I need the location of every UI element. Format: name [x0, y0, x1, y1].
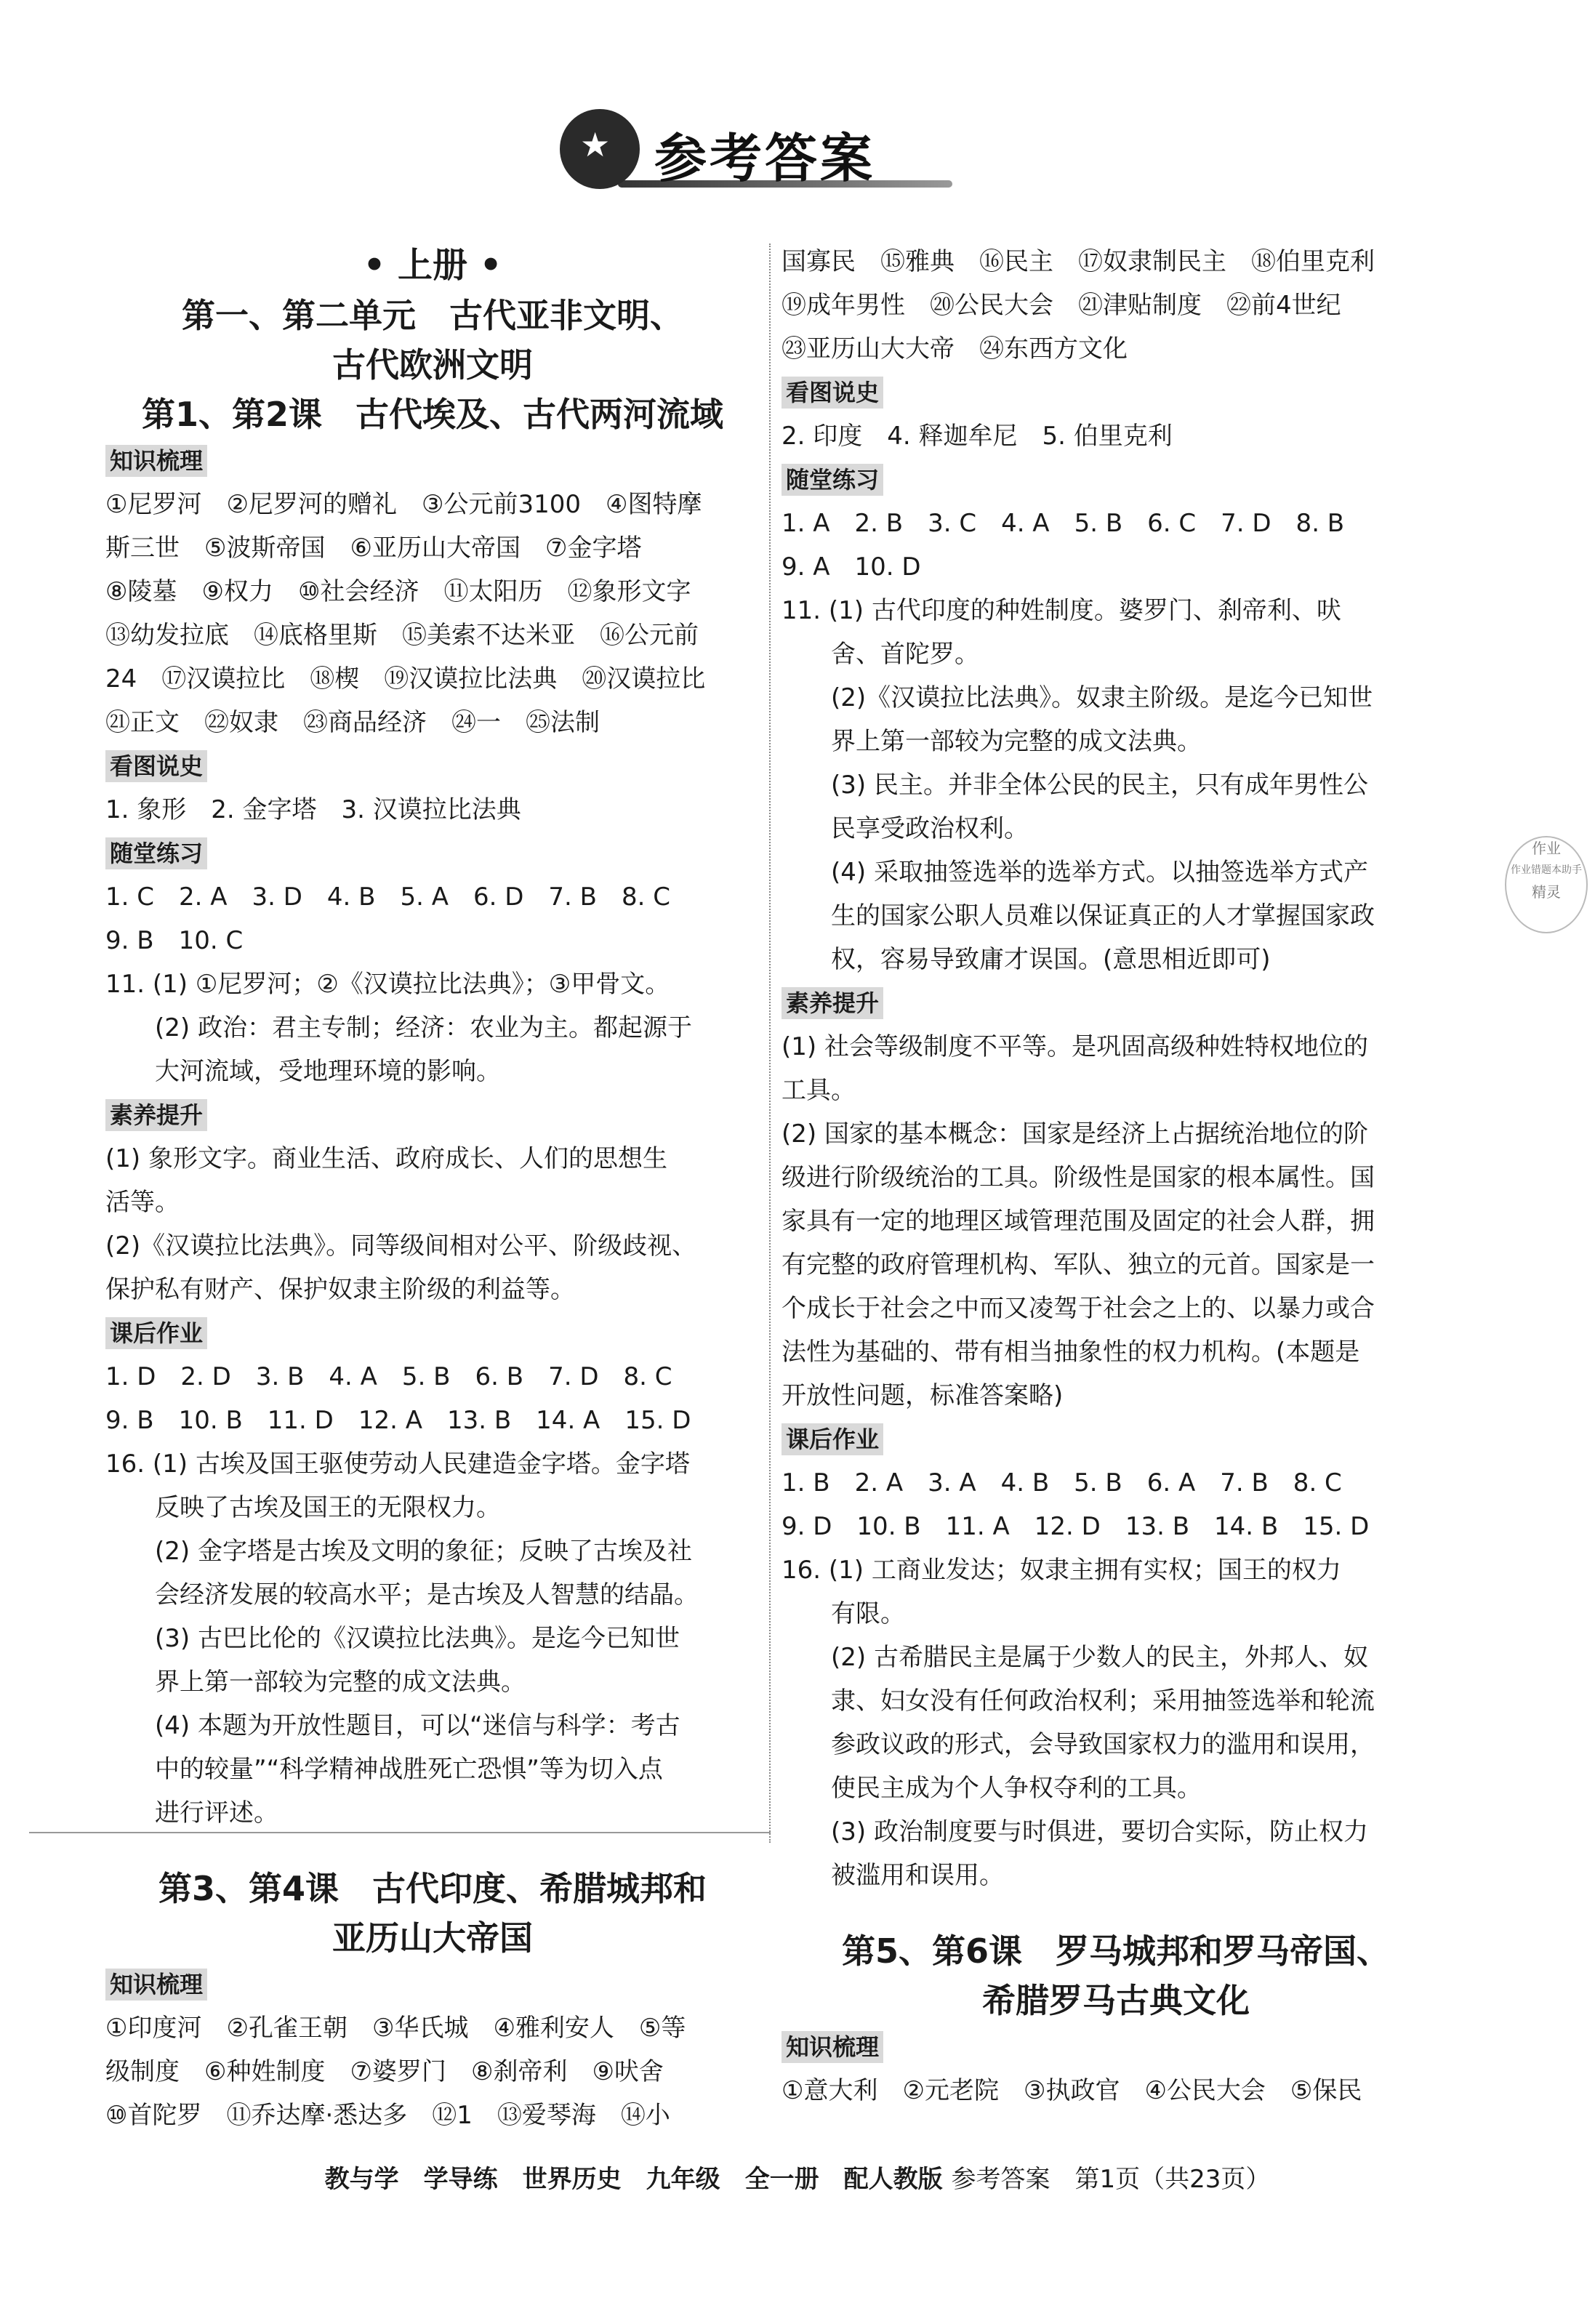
column-divider: [769, 244, 771, 1843]
answer-line: ①尼罗河 ②尼罗河的赠礼 ③公元前3100 ④图特摩: [105, 490, 702, 519]
page-title: 参考答案: [654, 128, 876, 189]
answer-line: 舍、首陀罗。: [831, 640, 979, 669]
section-tag: 看图说史: [782, 377, 883, 409]
answer-line: (1) 社会等级制度不平等。是巩固高级种姓特权地位的: [782, 1032, 1368, 1061]
right-column: [782, 240, 1450, 2112]
answer-line: 1. B 2. A 3. A 4. B 5. B 6. A 7. B 8. C: [782, 1468, 1342, 1497]
answer-line: 家具有一定的地理区域管理范围及固定的社会人群，拥: [782, 1207, 1375, 1236]
star-icon: ★: [580, 125, 611, 164]
answer-line: 1. C 2. A 3. D 4. B 5. A 6. D 7. B 8. C: [105, 882, 670, 912]
answer-line: 2. 印度 4. 释迦牟尼 5. 伯里克利: [782, 422, 1173, 451]
answer-line: ⑩首陀罗 ⑪乔达摩·悉达多 ⑫1 ⑬爱琴海 ⑭小: [105, 2101, 670, 2130]
footer-page-info: 参考答案 第1页（共23页）: [951, 2165, 1271, 2194]
answer-line: 24 ⑰汉谟拉比 ⑱楔 ⑲汉谟拉比法典 ⑳汉谟拉比: [105, 664, 706, 693]
section-tag: 知识梳理: [105, 445, 207, 477]
answer-line: (3) 政治制度要与时俱进，要切合实际，防止权力: [831, 1817, 1368, 1846]
answer-line: 界上第一部较为完整的成文法典。: [831, 727, 1202, 756]
section-tag: 随堂练习: [782, 464, 883, 496]
lesson-title: 第3、第4课 古代印度、希腊城邦和: [158, 1869, 707, 1908]
section-tag: 随堂练习: [105, 837, 207, 869]
section-tag: 素养提升: [782, 987, 883, 1019]
answer-line: ①意大利 ②元老院 ③执政官 ④公民大会 ⑤保民: [782, 2076, 1362, 2105]
answer-line: 16. (1) 古埃及国王驱使劳动人民建造金字塔。金字塔: [105, 1450, 690, 1479]
answer-line: 级制度 ⑥种姓制度 ⑦婆罗门 ⑧刹帝利 ⑨吠舍: [105, 2057, 664, 2086]
answer-line: (2)《汉谟拉比法典》。奴隶主阶级。是迄今已知世: [831, 683, 1373, 712]
left-column: [105, 240, 760, 2137]
volume-title: • 上册 •: [363, 245, 502, 286]
answer-line: 1. 象形 2. 金字塔 3. 汉谟拉比法典: [105, 795, 521, 824]
unit-title: 古代欧洲文明: [332, 345, 533, 385]
answer-line: 权，容易导致庸才误国。(意思相近即可): [831, 945, 1271, 974]
answer-line: 斯三世 ⑤波斯帝国 ⑥亚历山大帝国 ⑦金字塔: [105, 534, 642, 563]
answer-line: 1. D 2. D 3. B 4. A 5. B 6. B 7. D 8. C: [105, 1362, 672, 1391]
answer-line: ㉓亚历山大大帝 ㉔东西方文化: [782, 334, 1128, 363]
answer-banner: [560, 109, 981, 196]
answer-line: 中的较量”“科学精神战胜死亡恐惧”等为切入点: [155, 1755, 663, 1784]
section-tag: 知识梳理: [105, 1969, 207, 2001]
answer-line: (2) 国家的基本概念：国家是经济上占据统治地位的阶: [782, 1119, 1368, 1149]
answer-line: 界上第一部较为完整的成文法典。: [155, 1668, 526, 1697]
answer-line: 大河流域，受地理环境的影响。: [155, 1057, 501, 1086]
answer-line: 工具。: [782, 1076, 856, 1105]
answer-line: 开放性问题，标准答案略): [782, 1381, 1064, 1410]
lesson-title: 希腊罗马古典文化: [982, 1981, 1250, 2020]
stamp-text: 作业: [1532, 840, 1561, 857]
answer-line: 被滥用和误用。: [831, 1861, 1004, 1890]
answer-line: 生的国家公职人员难以保证真正的人才掌握国家政: [831, 901, 1375, 930]
answer-line: 9. B 10. B 11. D 12. A 13. B 14. A 15. D: [105, 1406, 691, 1435]
answer-line: ①印度河 ②孔雀王朝 ③华氏城 ④雅利安人 ⑤等: [105, 2014, 686, 2043]
answer-line: ⑲成年男性 ⑳公民大会 ㉑津贴制度 ㉒前4世纪: [782, 291, 1341, 320]
answer-line: 活等。: [105, 1188, 180, 1217]
answer-line: (4) 本题为开放性题目，可以“迷信与科学：考古: [155, 1711, 680, 1740]
answer-line: (2) 政治：君主专制；经济：农业为主。都起源于: [155, 1013, 692, 1042]
answer-line: (4) 采取抽签选举的选举方式。以抽签选举方式产: [831, 858, 1368, 887]
section-tag: 知识梳理: [782, 2031, 883, 2063]
answer-line: 9. A 10. D: [782, 552, 921, 582]
answer-line: 16. (1) 工商业发达；奴隶主拥有实权；国王的权力: [782, 1556, 1341, 1585]
lesson-title: 第5、第6课 罗马城邦和罗马帝国、: [841, 1931, 1390, 1971]
answer-line: 法性为基础的、带有相当抽象性的权力机构。(本题是: [782, 1338, 1360, 1367]
watermark-stamp: [1505, 836, 1588, 933]
answer-line: (1) 象形文字。商业生活、政府成长、人们的思想生: [105, 1144, 667, 1173]
lesson-title: 亚历山大帝国: [332, 1918, 533, 1958]
answer-line: 9. D 10. B 11. A 12. D 13. B 14. B 15. D: [782, 1512, 1370, 1541]
answer-line: 有完整的政府管理机构、军队、独立的元首。国家是一: [782, 1250, 1375, 1279]
answer-line: 会经济发展的较高水平；是古埃及人智慧的结晶。: [155, 1580, 699, 1609]
section-tag: 看图说史: [105, 750, 207, 782]
stamp-text: 精灵: [1532, 883, 1561, 901]
answer-line: (2)《汉谟拉比法典》。同等级间相对公平、阶级歧视、: [105, 1231, 697, 1260]
answer-line: ㉑正文 ㉒奴隶 ㉓商品经济 ㉔一 ㉕法制: [105, 708, 600, 737]
answer-line: 使民主成为个人争权夺利的工具。: [831, 1774, 1202, 1803]
answer-line: (3) 古巴比伦的《汉谟拉比法典》。是迄今已知世: [155, 1624, 680, 1653]
footer-book-info: 教与学 学导练 世界历史 九年级 全一册 配人教版: [324, 2165, 943, 2194]
unit-title: 第一、第二单元 古代亚非文明、: [182, 296, 683, 335]
answer-line: 9. B 10. C: [105, 926, 244, 955]
section-tag: 素养提升: [105, 1099, 207, 1131]
answer-line: 参政议政的形式，会导致国家权力的滥用和误用，: [831, 1730, 1375, 1759]
section-tag: 课后作业: [782, 1423, 883, 1455]
answer-line: 民享受政治权利。: [831, 814, 1029, 843]
answer-line: 有限。: [831, 1599, 905, 1628]
answer-line: ⑧陵墓 ⑨权力 ⑩社会经济 ⑪太阳历 ⑫象形文字: [105, 577, 691, 606]
answer-line: 反映了古埃及国王的无限权力。: [155, 1493, 501, 1522]
answer-line: (3) 民主。并非全体公民的民主，只有成年男性公: [831, 771, 1368, 800]
answer-line: 个成长于社会之中而又凌驾于社会之上的、以暴力或合: [782, 1294, 1375, 1323]
lesson-title: 第1、第2课 古代埃及、古代两河流域: [141, 395, 723, 434]
answer-line: 级进行阶级统治的工具。阶级性是国家的根本属性。国: [782, 1163, 1375, 1192]
answer-line: 进行评述。: [155, 1798, 278, 1828]
section-tag: 课后作业: [105, 1317, 207, 1349]
answer-line: 保护私有财产、保护奴隶主阶级的利益等。: [105, 1275, 575, 1304]
answer-line: 隶、妇女没有任何政治权利；采用抽签选举和轮流: [831, 1686, 1375, 1716]
stamp-text: 作业错题本助手: [1511, 864, 1582, 876]
answer-line: 11. (1) ①尼罗河；②《汉谟拉比法典》；③甲骨文。: [105, 970, 670, 999]
answer-line: 国寡民 ⑮雅典 ⑯民主 ⑰奴隶制民主 ⑱伯里克利: [782, 247, 1375, 276]
answer-line: (2) 古希腊民主是属于少数人的民主，外邦人、奴: [831, 1643, 1368, 1672]
answer-line: 11. (1) 古代印度的种姓制度。婆罗门、刹帝利、吠: [782, 596, 1341, 625]
answer-line: (2) 金字塔是古埃及文明的象征；反映了古埃及社: [155, 1537, 692, 1566]
answer-line: 1. A 2. B 3. C 4. A 5. B 6. C 7. D 8. B: [782, 509, 1345, 538]
answer-line: ⑬幼发拉底 ⑭底格里斯 ⑮美索不达米亚 ⑯公元前: [105, 621, 699, 650]
page-footer: [0, 2159, 1595, 2195]
